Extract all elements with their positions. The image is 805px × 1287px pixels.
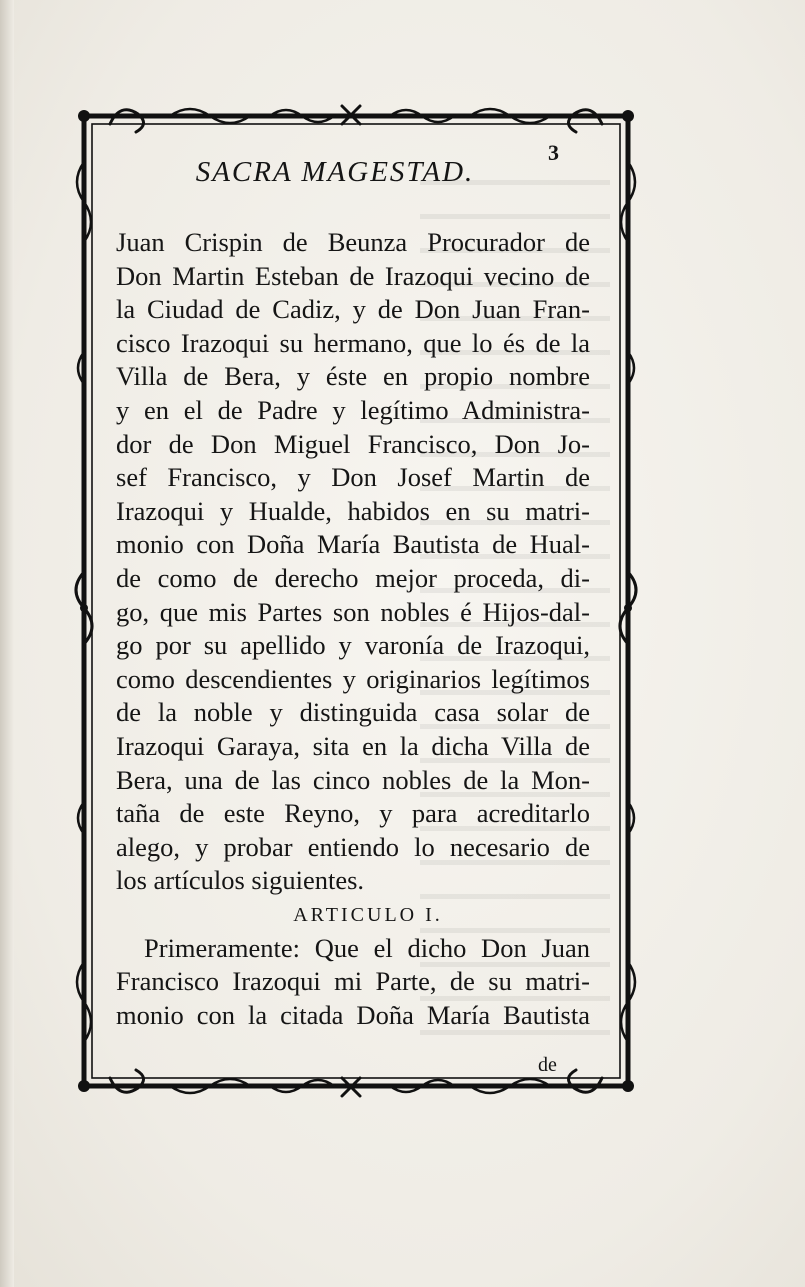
text-line: la Ciudad de Cadiz, y de Don Juan Fran-	[116, 294, 590, 325]
text-line: Bera, una de las cinco nobles de la Mon-	[116, 764, 590, 795]
text-line: alego, y probar entiendo lo necesario de	[116, 831, 590, 862]
text-line: sef Francisco, y Don Josef Martin de	[116, 462, 590, 493]
text-line: Francisco Irazoqui mi Parte, de su matri-	[116, 966, 590, 997]
text-line: Irazoqui y Hualde, habidos en su matri-	[116, 495, 590, 526]
text-line: taña de este Reyno, y para acreditarlo	[116, 798, 590, 829]
text-line: go, que mis Partes son nobles é Hijos-dal-	[116, 596, 590, 627]
text-line: go por su apellido y varonía de Irazoqui,	[116, 630, 590, 661]
page-number: 3	[548, 140, 559, 165]
article-heading: ARTICULO I.	[293, 903, 443, 926]
text-line: monio con Doña María Bautista de Hual-	[116, 529, 590, 560]
text-line: y en el de Padre y legítimo Administra-	[116, 394, 590, 425]
text-line: Don Martin Esteban de Irazoqui vecino de	[116, 260, 590, 291]
text-line: Juan Crispin de Beunza Procurador de	[116, 227, 590, 257]
catchword: de	[538, 1054, 557, 1076]
text-line: de como de derecho mejor proceda, di-	[116, 562, 590, 593]
text-line: monio con la citada Doña María Bautista	[116, 1000, 590, 1031]
book-spine-edge	[0, 0, 14, 1287]
text-line: Irazoqui Garaya, sita en la dicha Villa de	[116, 730, 590, 761]
text-line: cisco Irazoqui su hermano, que lo és de la	[116, 327, 590, 358]
text-line: los artículos siguientes.	[116, 865, 365, 896]
text-line: dor de Don Miguel Francisco, Don Jo-	[116, 428, 590, 459]
text-line: como descendientes y originarios legítimos	[116, 663, 590, 694]
text-line: Villa de Bera, y éste en propio nombre	[116, 361, 590, 392]
text-line: Primeramente: Que el dicho Don Juan	[144, 932, 590, 963]
text-line: de la noble y distinguida casa solar de	[116, 697, 590, 728]
body-text	[116, 226, 590, 1033]
running-title: SACRA MAGESTAD.	[195, 156, 475, 188]
